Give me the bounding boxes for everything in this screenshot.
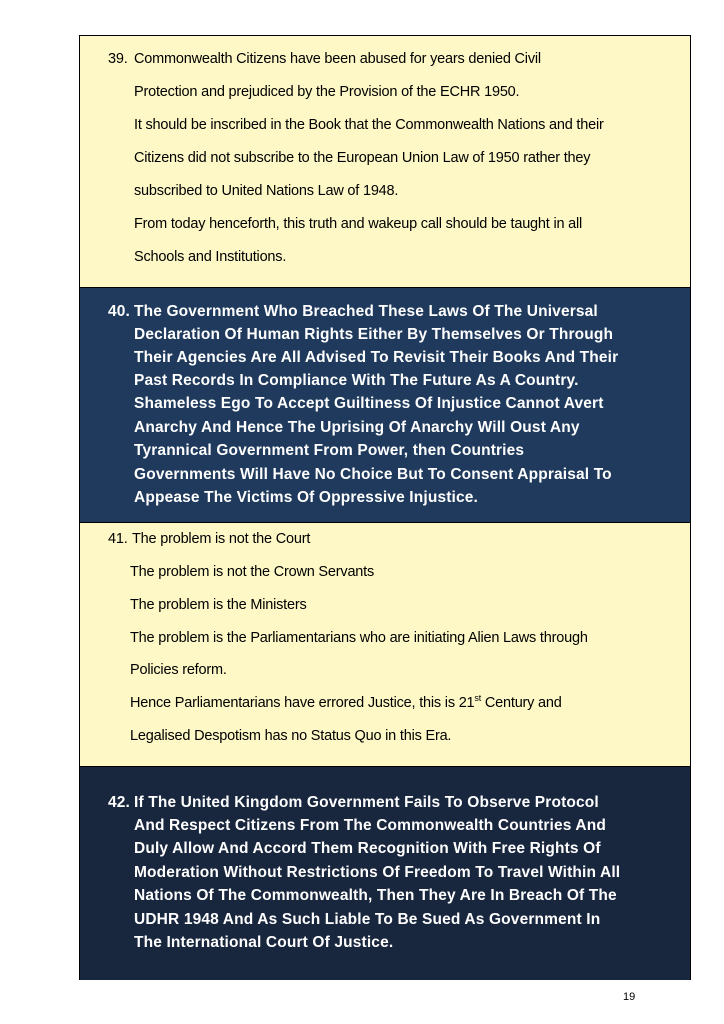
page-frame [79, 35, 691, 980]
item-line: UDHR 1948 And As Such Liable To Be Sued As Government In [134, 911, 601, 928]
item-number: 41. [108, 531, 128, 547]
item-line: Shameless Ego To Accept Guiltiness Of Injustice Cannot Avert [134, 395, 604, 412]
item-line: Anarchy And Hence The Uprising Of Anarchy Will Oust Any [134, 419, 580, 436]
item-line: Nations Of The Commonwealth, Then They Are In Breach Of The [134, 887, 617, 904]
item-41-box [80, 522, 690, 766]
item-number: 39. [108, 51, 128, 67]
item-line: Citizens did not subscribe to the European Union Law of 1950 rather they [134, 150, 591, 166]
item-line: The problem is the Parliamentarians who are initiating Alien Laws through [130, 630, 588, 646]
item-line: Legalised Despotism has no Status Quo in this Era. [130, 728, 452, 744]
item-line: The Government Who Breached These Laws Of The Universal [134, 303, 598, 320]
item-line: The International Court Of Justice. [134, 934, 394, 951]
item-40-box [80, 287, 690, 522]
item-line: Declaration Of Human Rights Either By Themselves Or Through [134, 326, 614, 343]
item-line: The problem is not the Crown Servants [130, 564, 375, 580]
item-42-box [80, 766, 690, 980]
item-line: Protection and prejudiced by the Provision of the ECHR 1950. [134, 84, 520, 100]
item-line: Hence Parliamentarians have errored Justice, this is 21st Century and [130, 693, 562, 711]
item-line: subscribed to United Nations Law of 1948. [134, 183, 399, 199]
item-line: Policies reform. [130, 662, 227, 678]
item-line: Commonwealth Citizens have been abused for years denied Civil [134, 51, 541, 67]
item-line: If The United Kingdom Government Fails To Observe Protocol [134, 794, 599, 811]
page-number: 19 [623, 991, 636, 1003]
item-line: Schools and Institutions. [134, 249, 287, 265]
item-line: From today henceforth, this truth and wakeup call should be taught in all [134, 216, 583, 232]
item-number: 40. [108, 303, 130, 320]
item-line: Duly Allow And Accord Them Recognition With Free Rights Of [134, 840, 601, 857]
item-line: The problem is not the Court [132, 531, 311, 547]
item-line: The problem is the Ministers [130, 597, 307, 613]
item-number: 42. [108, 794, 130, 811]
item-line: Tyrannical Government From Power, then Countries [134, 442, 525, 459]
item-line: And Respect Citizens From The Commonwealth Countries And [134, 817, 606, 834]
item-line: Their Agencies Are All Advised To Revisit Their Books And Their [134, 349, 619, 366]
item-line: Past Records In Compliance With The Future As A Country. [134, 372, 579, 389]
item-39-box [80, 36, 690, 287]
item-line: Appease The Victims Of Oppressive Injustice. [134, 489, 478, 506]
item-line: It should be inscribed in the Book that the Commonwealth Nations and their [134, 117, 604, 133]
item-line: Moderation Without Restrictions Of Freedom To Travel Within All [134, 864, 621, 881]
item-line: Governments Will Have No Choice But To Consent Appraisal To [134, 466, 612, 483]
superscript-ordinal: st [474, 693, 482, 703]
